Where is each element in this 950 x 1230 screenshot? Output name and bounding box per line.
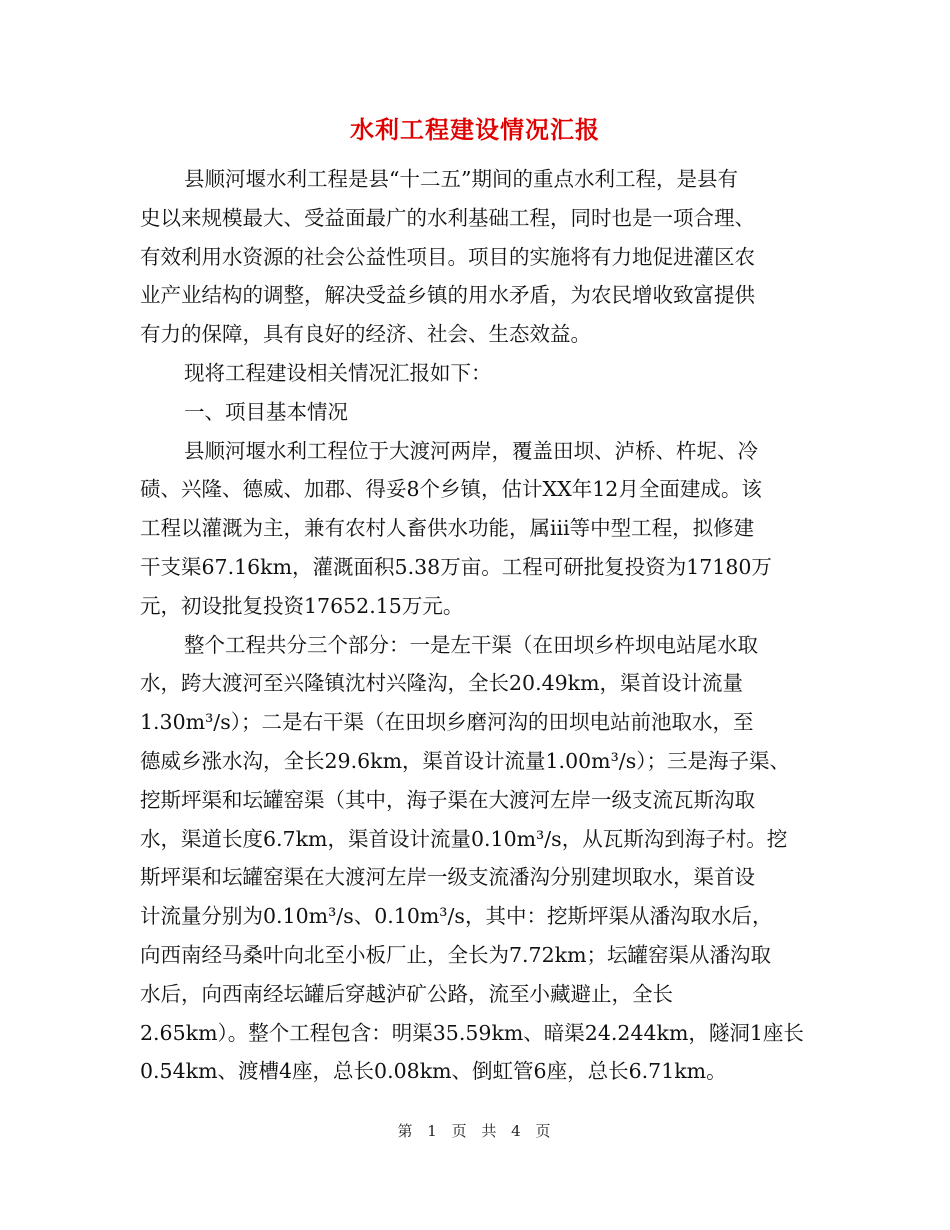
paragraph-line: 县顺河堰水利工程位于大渡河两岸，覆盖田坝、泸桥、杵坭、冷 xyxy=(184,438,758,463)
document-title: 水利工程建设情况汇报 xyxy=(350,116,600,144)
paragraph-line: 现将工程建设相关情况汇报如下： xyxy=(184,360,492,385)
paragraph-line: 业产业结构的调整，解决受益乡镇的用水矛盾，为农民增收致富提供 xyxy=(140,283,755,308)
paragraph-line: 2.65km）。整个工程包含：明渠35.59km、暗渠24.244km，隧洞1座长 xyxy=(140,1020,804,1045)
paragraph-line: 元，初设批复投资17652.15万元。 xyxy=(140,593,464,618)
paragraph-line: 碛、兴隆、德威、加郡、得妥8个乡镇，估计XX年12月全面建成。该 xyxy=(140,477,762,502)
paragraph-line: 德威乡涨水沟，全长29.6km，渠首设计流量1.00m³/s）；三是海子渠、 xyxy=(140,748,790,773)
document-body xyxy=(140,160,815,1091)
paragraph-line: 干支渠67.16km，灌溉面积5.38万亩。工程可研批复投资为17180万 xyxy=(140,554,772,579)
paragraph-line: 有效利用水资源的社会公益性项目。项目的实施将有力地促进灌区农 xyxy=(140,244,755,269)
paragraph-line: 水，跨大渡河至兴隆镇沈村兴隆沟，全长20.49km，渠首设计流量 xyxy=(140,671,744,696)
paragraph-line: 水，渠道长度6.7km，渠首设计流量0.10m³/s，从瓦斯沟到海子村。挖 xyxy=(140,826,788,851)
paragraph-line: 史以来规模最大、受益面最广的水利基础工程，同时也是一项合理、 xyxy=(140,205,755,230)
paragraph-line: 挖斯坪渠和坛罐窑渠（其中，海子渠在大渡河左岸一级支流瓦斯沟取 xyxy=(140,787,755,812)
paragraph-line: 0.54km、渡槽4座，总长0.08km、倒虹管6座，总长6.71km。 xyxy=(140,1059,727,1084)
section-heading: 一、项目基本情况 xyxy=(184,399,348,424)
paragraph-line: 有力的保障，具有良好的经济、社会、生态效益。 xyxy=(140,322,591,347)
paragraph-line: 计流量分别为0.10m³/s、0.10m³/s，其中：挖斯坪渠从潘沟取水后， xyxy=(140,904,773,929)
page-number-footer: 第 1 页 共 4 页 xyxy=(397,1122,553,1140)
paragraph-line: 1.30m³/s）；二是右干渠（在田坝乡磨河沟的田坝电站前池取水，至 xyxy=(140,710,754,735)
paragraph-line: 向西南经马桑叶向北至小板厂止，全长为7.72km；坛罐窑渠从潘沟取 xyxy=(140,942,772,967)
paragraph-line: 整个工程共分三个部分：一是左干渠（在田坝乡杵坝电站尾水取 xyxy=(184,632,758,657)
paragraph-line: 斯坪渠和坛罐窑渠在大渡河左岸一级支流潘沟分别建坝取水，渠首设 xyxy=(140,865,755,890)
paragraph-line: 水后，向西南经坛罐后穿越泸矿公路，流至小藏避止，全长 xyxy=(140,981,673,1006)
paragraph-line: 县顺河堰水利工程是县“十二五”期间的重点水利工程，是县有 xyxy=(184,167,738,191)
paragraph-line: 工程以灌溉为主，兼有农村人畜供水功能，属ⅲ等中型工程，拟修建 xyxy=(140,516,755,541)
